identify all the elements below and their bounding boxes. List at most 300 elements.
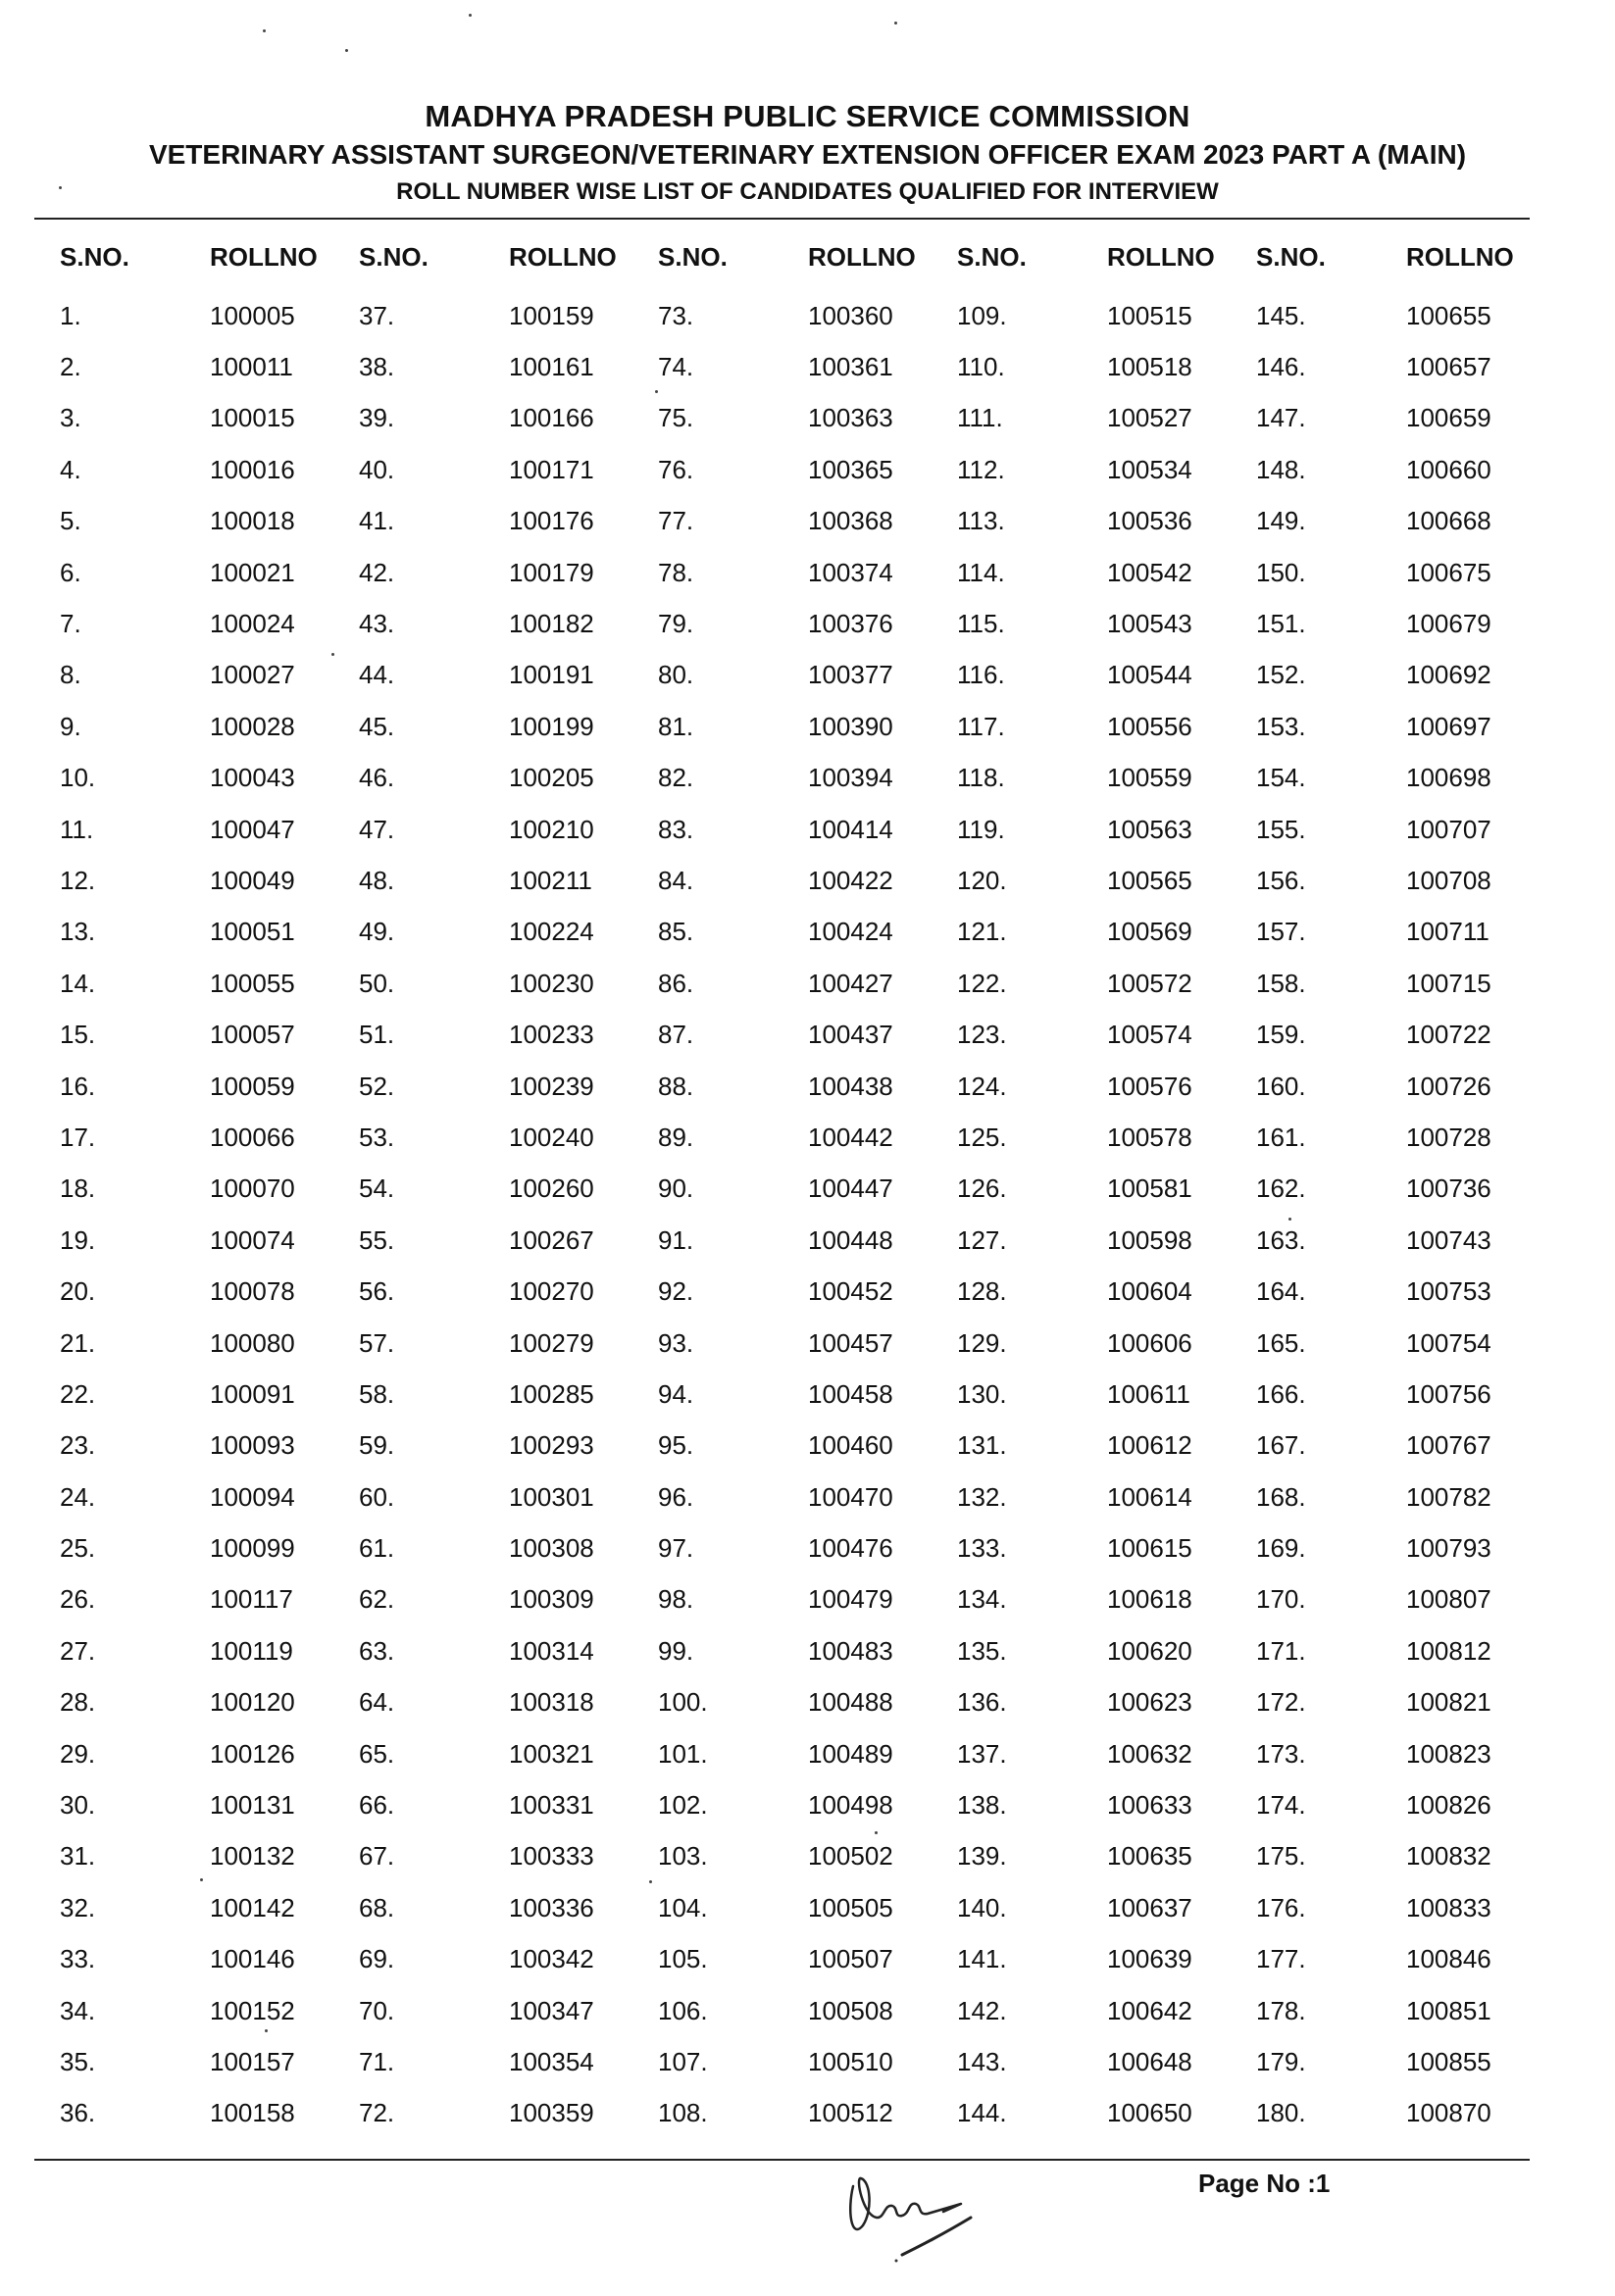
- column-header-sno: S.NO.: [658, 241, 728, 272]
- serial-number-cell: 168.: [1256, 1481, 1306, 1512]
- roll-number-cell: 100233: [509, 1020, 594, 1050]
- serial-number-cell: 132.: [957, 1481, 1007, 1512]
- serial-number-cell: 109.: [957, 300, 1007, 330]
- serial-number-cell: 94.: [658, 1378, 694, 1409]
- serial-number-cell: 103.: [658, 1841, 708, 1872]
- serial-number-cell: 41.: [359, 506, 395, 536]
- serial-number-cell: 69.: [359, 1944, 395, 1974]
- roll-number-cell: 100205: [509, 763, 594, 793]
- roll-number-cell: 100293: [509, 1430, 594, 1461]
- roll-number-cell: 100536: [1107, 506, 1192, 536]
- roll-number-cell: 100363: [808, 403, 893, 433]
- serial-number-cell: 63.: [359, 1635, 395, 1666]
- roll-number-cell: 100057: [210, 1020, 295, 1050]
- serial-number-cell: 32.: [60, 1892, 96, 1922]
- roll-number-cell: 100377: [808, 660, 893, 690]
- roll-number-cell: 100442: [808, 1122, 893, 1152]
- serial-number-cell: 171.: [1256, 1635, 1306, 1666]
- roll-number-cell: 100176: [509, 506, 594, 536]
- column-header-rollno: ROLLNO: [1107, 241, 1215, 272]
- serial-number-cell: 126.: [957, 1173, 1007, 1204]
- roll-number-cell: 100488: [808, 1687, 893, 1718]
- serial-number-cell: 169.: [1256, 1533, 1306, 1564]
- serial-number-cell: 119.: [957, 814, 1005, 844]
- table-row: [34, 1934, 1530, 1985]
- top-divider: [34, 218, 1530, 220]
- roll-number-cell: 100059: [210, 1071, 295, 1101]
- roll-number-cell: 100698: [1406, 763, 1491, 793]
- column-header-rollno: ROLLNO: [509, 241, 617, 272]
- serial-number-cell: 53.: [359, 1122, 395, 1152]
- serial-number-cell: 27.: [60, 1635, 96, 1666]
- serial-number-cell: 29.: [60, 1738, 96, 1769]
- roll-number-cell: 100508: [808, 1995, 893, 2025]
- roll-number-cell: 100301: [509, 1481, 594, 1512]
- serial-number-cell: 52.: [359, 1071, 395, 1101]
- roll-number-cell: 100639: [1107, 1944, 1192, 1974]
- roll-number-cell: 100070: [210, 1173, 295, 1204]
- roll-number-cell: 100707: [1406, 814, 1491, 844]
- serial-number-cell: 65.: [359, 1738, 395, 1769]
- roll-number-cell: 100635: [1107, 1841, 1192, 1872]
- roll-number-cell: 100240: [509, 1122, 594, 1152]
- table-row: [34, 701, 1530, 752]
- serial-number-cell: 37.: [359, 300, 395, 330]
- roll-number-cell: 100119: [210, 1635, 293, 1666]
- serial-number-cell: 6.: [60, 557, 81, 587]
- serial-number-cell: 26.: [60, 1584, 96, 1615]
- scan-speck: [265, 2029, 268, 2032]
- roll-number-cell: 100527: [1107, 403, 1192, 433]
- serial-number-cell: 51.: [359, 1020, 395, 1050]
- serial-number-cell: 174.: [1256, 1790, 1306, 1821]
- serial-number-cell: 111.: [957, 403, 1003, 433]
- serial-number-cell: 142.: [957, 1995, 1007, 2025]
- table-row: [34, 1574, 1530, 1625]
- table-row: [34, 496, 1530, 547]
- roll-number-cell: 100055: [210, 968, 295, 998]
- roll-number-cell: 100512: [808, 2098, 893, 2128]
- roll-number-cell: 100559: [1107, 763, 1192, 793]
- serial-number-cell: 20.: [60, 1276, 96, 1307]
- roll-number-cell: 100515: [1107, 300, 1192, 330]
- serial-number-cell: 16.: [60, 1071, 96, 1101]
- roll-number-cell: 100021: [210, 557, 295, 587]
- table-row: [34, 1779, 1530, 1830]
- roll-number-cell: 100080: [210, 1327, 295, 1358]
- roll-number-cell: 100675: [1406, 557, 1491, 587]
- scan-speck: [469, 14, 472, 17]
- table-row: [34, 1061, 1530, 1112]
- table-row: [34, 1266, 1530, 1317]
- serial-number-cell: 28.: [60, 1687, 96, 1718]
- roll-number-cell: 100043: [210, 763, 295, 793]
- table-row: [34, 1318, 1530, 1369]
- roll-number-cell: 100091: [210, 1378, 295, 1409]
- serial-number-cell: 150.: [1256, 557, 1306, 587]
- table-row: [34, 547, 1530, 598]
- serial-number-cell: 166.: [1256, 1378, 1306, 1409]
- serial-number-cell: 113.: [957, 506, 1005, 536]
- serial-number-cell: 97.: [658, 1533, 694, 1564]
- table-header-row: [34, 235, 1530, 278]
- serial-number-cell: 165.: [1256, 1327, 1306, 1358]
- roll-number-cell: 100458: [808, 1378, 893, 1409]
- serial-number-cell: 140.: [957, 1892, 1007, 1922]
- roll-number-cell: 100309: [509, 1584, 594, 1615]
- roll-number-cell: 100024: [210, 609, 295, 639]
- roll-number-cell: 100279: [509, 1327, 594, 1358]
- roll-number-cell: 100726: [1406, 1071, 1491, 1101]
- candidates-table: [34, 235, 1530, 2139]
- serial-number-cell: 136.: [957, 1687, 1007, 1718]
- roll-number-cell: 100470: [808, 1481, 893, 1512]
- roll-number-cell: 100099: [210, 1533, 295, 1564]
- roll-number-cell: 100158: [210, 2098, 295, 2128]
- roll-number-cell: 100502: [808, 1841, 893, 1872]
- serial-number-cell: 95.: [658, 1430, 694, 1461]
- table-row: [34, 1421, 1530, 1472]
- serial-number-cell: 42.: [359, 557, 395, 587]
- serial-number-cell: 38.: [359, 352, 395, 382]
- serial-number-cell: 167.: [1256, 1430, 1306, 1461]
- serial-number-cell: 75.: [658, 403, 694, 433]
- roll-number-cell: 100447: [808, 1173, 893, 1204]
- roll-number-cell: 100620: [1107, 1635, 1192, 1666]
- serial-number-cell: 58.: [359, 1378, 395, 1409]
- roll-number-cell: 100210: [509, 814, 594, 844]
- roll-number-cell: 100308: [509, 1533, 594, 1564]
- roll-number-cell: 100655: [1406, 300, 1491, 330]
- serial-number-cell: 82.: [658, 763, 694, 793]
- serial-number-cell: 23.: [60, 1430, 96, 1461]
- roll-number-cell: 100576: [1107, 1071, 1192, 1101]
- roll-number-cell: 100708: [1406, 865, 1491, 895]
- serial-number-cell: 149.: [1256, 506, 1306, 536]
- serial-number-cell: 121.: [957, 917, 1007, 947]
- serial-number-cell: 115.: [957, 609, 1005, 639]
- roll-number-cell: 100166: [509, 403, 594, 433]
- roll-number-cell: 100394: [808, 763, 893, 793]
- serial-number-cell: 133.: [957, 1533, 1007, 1564]
- table-row: [34, 1728, 1530, 1779]
- serial-number-cell: 147.: [1256, 403, 1306, 433]
- roll-number-cell: 100736: [1406, 1173, 1491, 1204]
- serial-number-cell: 96.: [658, 1481, 694, 1512]
- roll-number-cell: 100855: [1406, 2046, 1491, 2076]
- serial-number-cell: 36.: [60, 2098, 96, 2128]
- serial-number-cell: 123.: [957, 1020, 1007, 1050]
- serial-number-cell: 49.: [359, 917, 395, 947]
- roll-number-cell: 100457: [808, 1327, 893, 1358]
- roll-number-cell: 100657: [1406, 352, 1491, 382]
- serial-number-cell: 179.: [1256, 2046, 1306, 2076]
- roll-number-cell: 100157: [210, 2046, 295, 2076]
- serial-number-cell: 43.: [359, 609, 395, 639]
- roll-number-cell: 100632: [1107, 1738, 1192, 1769]
- serial-number-cell: 57.: [359, 1327, 395, 1358]
- column-header-sno: S.NO.: [60, 241, 129, 272]
- roll-number-cell: 100094: [210, 1481, 295, 1512]
- table-row: [34, 855, 1530, 906]
- serial-number-cell: 77.: [658, 506, 694, 536]
- roll-number-cell: 100650: [1107, 2098, 1192, 2128]
- roll-number-cell: 100648: [1107, 2046, 1192, 2076]
- roll-number-cell: 100028: [210, 711, 295, 741]
- serial-number-cell: 176.: [1256, 1892, 1306, 1922]
- serial-number-cell: 11.: [60, 814, 94, 844]
- serial-number-cell: 151.: [1256, 609, 1306, 639]
- column-header-rollno: ROLLNO: [210, 241, 318, 272]
- serial-number-cell: 112.: [957, 454, 1005, 484]
- column-header-rollno: ROLLNO: [1406, 241, 1514, 272]
- scan-speck: [345, 49, 348, 52]
- serial-number-cell: 122.: [957, 968, 1007, 998]
- serial-number-cell: 1.: [60, 300, 81, 330]
- roll-number-cell: 100498: [808, 1790, 893, 1821]
- roll-number-cell: 100604: [1107, 1276, 1192, 1307]
- serial-number-cell: 164.: [1256, 1276, 1306, 1307]
- roll-number-cell: 100483: [808, 1635, 893, 1666]
- roll-number-cell: 100230: [509, 968, 594, 998]
- scan-speck: [263, 29, 266, 32]
- serial-number-cell: 178.: [1256, 1995, 1306, 2025]
- exam-title: VETERINARY ASSISTANT SURGEON/VETERINARY EXTENSION OFFICER EXAM 2023 PART A (MAIN): [148, 139, 1467, 170]
- serial-number-cell: 106.: [658, 1995, 708, 2025]
- roll-number-cell: 100767: [1406, 1430, 1491, 1461]
- table-row: [34, 907, 1530, 958]
- column-header-sno: S.NO.: [359, 241, 429, 272]
- scan-speck: [894, 22, 897, 25]
- serial-number-cell: 86.: [658, 968, 694, 998]
- roll-number-cell: 100390: [808, 711, 893, 741]
- serial-number-cell: 80.: [658, 660, 694, 690]
- roll-number-cell: 100161: [509, 352, 594, 382]
- serial-number-cell: 25.: [60, 1533, 96, 1564]
- roll-number-cell: 100047: [210, 814, 295, 844]
- table-row: [34, 1164, 1530, 1215]
- table-row: [34, 1985, 1530, 2036]
- roll-number-cell: 100211: [509, 865, 592, 895]
- serial-number-cell: 124.: [957, 1071, 1007, 1101]
- table-row: [34, 650, 1530, 701]
- serial-number-cell: 154.: [1256, 763, 1306, 793]
- serial-number-cell: 83.: [658, 814, 694, 844]
- serial-number-cell: 131.: [957, 1430, 1007, 1461]
- table-row: [34, 1831, 1530, 1882]
- roll-number-cell: 100668: [1406, 506, 1491, 536]
- serial-number-cell: 79.: [658, 609, 694, 639]
- roll-number-cell: 100051: [210, 917, 295, 947]
- serial-number-cell: 170.: [1256, 1584, 1306, 1615]
- scan-speck: [875, 1831, 878, 1834]
- roll-number-cell: 100826: [1406, 1790, 1491, 1821]
- roll-number-cell: 100066: [210, 1122, 295, 1152]
- roll-number-cell: 100179: [509, 557, 594, 587]
- roll-number-cell: 100476: [808, 1533, 893, 1564]
- roll-number-cell: 100642: [1107, 1995, 1192, 2025]
- serial-number-cell: 39.: [359, 403, 395, 433]
- roll-number-cell: 100011: [210, 352, 293, 382]
- roll-number-cell: 100015: [210, 403, 295, 433]
- roll-number-cell: 100422: [808, 865, 893, 895]
- roll-number-cell: 100615: [1107, 1533, 1192, 1564]
- signature-image: [833, 2157, 1030, 2265]
- roll-number-cell: 100018: [210, 506, 295, 536]
- serial-number-cell: 2.: [60, 352, 81, 382]
- serial-number-cell: 87.: [658, 1020, 694, 1050]
- serial-number-cell: 62.: [359, 1584, 395, 1615]
- roll-number-cell: 100270: [509, 1276, 594, 1307]
- serial-number-cell: 93.: [658, 1327, 694, 1358]
- serial-number-cell: 102.: [658, 1790, 708, 1821]
- table-row: [34, 958, 1530, 1009]
- roll-number-cell: 100756: [1406, 1378, 1491, 1409]
- roll-number-cell: 100711: [1406, 917, 1489, 947]
- table-row: [34, 1625, 1530, 1676]
- serial-number-cell: 31.: [60, 1841, 96, 1872]
- roll-number-cell: 100534: [1107, 454, 1192, 484]
- roll-number-cell: 100565: [1107, 865, 1192, 895]
- scan-speck: [200, 1878, 203, 1881]
- roll-number-cell: 100314: [509, 1635, 594, 1666]
- serial-number-cell: 78.: [658, 557, 694, 587]
- roll-number-cell: 100505: [808, 1892, 893, 1922]
- serial-number-cell: 153.: [1256, 711, 1306, 741]
- serial-number-cell: 148.: [1256, 454, 1306, 484]
- roll-number-cell: 100606: [1107, 1327, 1192, 1358]
- serial-number-cell: 84.: [658, 865, 694, 895]
- scan-speck: [331, 653, 334, 656]
- serial-number-cell: 67.: [359, 1841, 395, 1872]
- roll-number-cell: 100239: [509, 1071, 594, 1101]
- roll-number-cell: 100821: [1406, 1687, 1491, 1718]
- serial-number-cell: 50.: [359, 968, 395, 998]
- table-body: [34, 278, 1530, 2139]
- roll-number-cell: 100572: [1107, 968, 1192, 998]
- list-title: ROLL NUMBER WISE LIST OF CANDIDATES QUALIFIED FOR INTERVIEW: [396, 178, 1219, 205]
- roll-number-cell: 100623: [1107, 1687, 1192, 1718]
- serial-number-cell: 44.: [359, 660, 395, 690]
- serial-number-cell: 85.: [658, 917, 694, 947]
- serial-number-cell: 146.: [1256, 352, 1306, 382]
- serial-number-cell: 15.: [60, 1020, 96, 1050]
- roll-number-cell: 100807: [1406, 1584, 1491, 1615]
- serial-number-cell: 33.: [60, 1944, 96, 1974]
- roll-number-cell: 100637: [1107, 1892, 1192, 1922]
- serial-number-cell: 145.: [1256, 300, 1306, 330]
- roll-number-cell: 100574: [1107, 1020, 1192, 1050]
- serial-number-cell: 59.: [359, 1430, 395, 1461]
- roll-number-cell: 100793: [1406, 1533, 1491, 1564]
- roll-number-cell: 100005: [210, 300, 295, 330]
- roll-number-cell: 100518: [1107, 352, 1192, 382]
- roll-number-cell: 100267: [509, 1224, 594, 1255]
- table-row: [34, 1369, 1530, 1420]
- roll-number-cell: 100833: [1406, 1892, 1491, 1922]
- serial-number-cell: 13.: [60, 917, 96, 947]
- roll-number-cell: 100832: [1406, 1841, 1491, 1872]
- roll-number-cell: 100049: [210, 865, 295, 895]
- serial-number-cell: 107.: [658, 2046, 708, 2076]
- table-row: [34, 2036, 1530, 2087]
- serial-number-cell: 118.: [957, 763, 1005, 793]
- scan-speck: [1288, 1218, 1291, 1221]
- roll-number-cell: 100427: [808, 968, 893, 998]
- table-row: [34, 278, 1530, 341]
- scan-speck: [649, 1880, 652, 1883]
- serial-number-cell: 144.: [957, 2098, 1007, 2128]
- scan-speck: [59, 186, 62, 189]
- column-header-sno: S.NO.: [1256, 241, 1326, 272]
- roll-number-cell: 100697: [1406, 711, 1491, 741]
- table-row: [34, 444, 1530, 495]
- serial-number-cell: 100.: [658, 1687, 708, 1718]
- serial-number-cell: 114.: [957, 557, 1005, 587]
- roll-number-cell: 100460: [808, 1430, 893, 1461]
- serial-number-cell: 12.: [60, 865, 96, 895]
- roll-number-cell: 100754: [1406, 1327, 1491, 1358]
- serial-number-cell: 175.: [1256, 1841, 1306, 1872]
- serial-number-cell: 72.: [359, 2098, 395, 2128]
- roll-number-cell: 100191: [509, 660, 594, 690]
- roll-number-cell: 100782: [1406, 1481, 1491, 1512]
- serial-number-cell: 159.: [1256, 1020, 1306, 1050]
- serial-number-cell: 88.: [658, 1071, 694, 1101]
- roll-number-cell: 100361: [808, 352, 893, 382]
- serial-number-cell: 30.: [60, 1790, 96, 1821]
- table-row: [34, 753, 1530, 804]
- roll-number-cell: 100224: [509, 917, 594, 947]
- roll-number-cell: 100633: [1107, 1790, 1192, 1821]
- roll-number-cell: 100318: [509, 1687, 594, 1718]
- roll-number-cell: 100027: [210, 660, 295, 690]
- page-number: Page No :1: [1198, 2169, 1331, 2198]
- serial-number-cell: 47.: [359, 814, 395, 844]
- roll-number-cell: 100544: [1107, 660, 1192, 690]
- serial-number-cell: 71.: [359, 2046, 395, 2076]
- serial-number-cell: 117.: [957, 711, 1005, 741]
- roll-number-cell: 100016: [210, 454, 295, 484]
- roll-number-cell: 100414: [808, 814, 893, 844]
- serial-number-cell: 157.: [1256, 917, 1306, 947]
- column-header-sno: S.NO.: [957, 241, 1027, 272]
- serial-number-cell: 129.: [957, 1327, 1007, 1358]
- roll-number-cell: 100823: [1406, 1738, 1491, 1769]
- document-header: [0, 98, 1615, 208]
- roll-number-cell: 100342: [509, 1944, 594, 1974]
- roll-number-cell: 100722: [1406, 1020, 1491, 1050]
- roll-number-cell: 100812: [1406, 1635, 1491, 1666]
- serial-number-cell: 61.: [359, 1533, 395, 1564]
- roll-number-cell: 100131: [210, 1790, 295, 1821]
- serial-number-cell: 48.: [359, 865, 395, 895]
- serial-number-cell: 40.: [359, 454, 395, 484]
- serial-number-cell: 134.: [957, 1584, 1007, 1615]
- serial-number-cell: 116.: [957, 660, 1005, 690]
- serial-number-cell: 89.: [658, 1122, 694, 1152]
- roll-number-cell: 100171: [509, 454, 594, 484]
- table-row: [34, 341, 1530, 392]
- serial-number-cell: 98.: [658, 1584, 694, 1615]
- serial-number-cell: 10.: [60, 763, 96, 793]
- serial-number-cell: 177.: [1256, 1944, 1306, 1974]
- serial-number-cell: 156.: [1256, 865, 1306, 895]
- roll-number-cell: 100376: [808, 609, 893, 639]
- serial-number-cell: 138.: [957, 1790, 1007, 1821]
- roll-number-cell: 100354: [509, 2046, 594, 2076]
- serial-number-cell: 128.: [957, 1276, 1007, 1307]
